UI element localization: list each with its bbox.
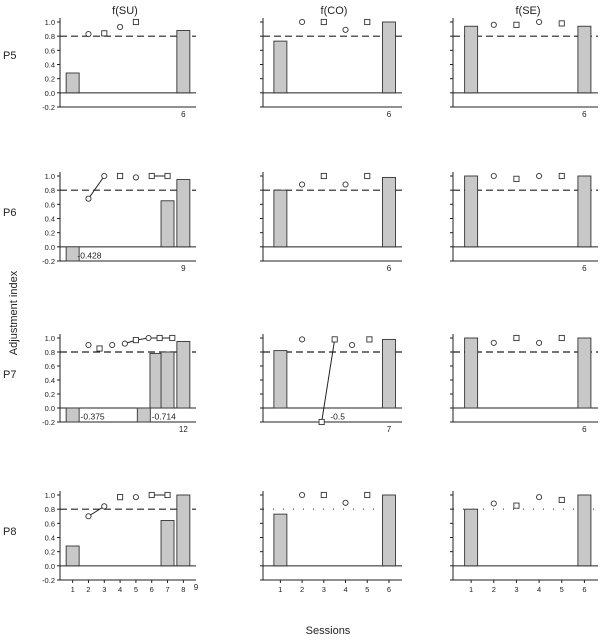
- bar: [578, 26, 591, 93]
- x-tick-label: 3: [514, 585, 519, 594]
- y-tick-label: -0.2: [42, 418, 55, 427]
- bar: [465, 338, 478, 408]
- session-count-label: 6: [582, 110, 587, 119]
- bar: [161, 201, 174, 247]
- point-circle: [110, 342, 115, 347]
- point-circle: [343, 27, 348, 32]
- bar: [274, 41, 287, 93]
- panel-p6-fse: [450, 172, 598, 273]
- bar: [177, 180, 190, 247]
- point-circle: [86, 31, 91, 36]
- y-tick-label: 1.0: [44, 18, 55, 27]
- y-tick-label: 1.0: [44, 334, 55, 343]
- x-tick-label: 5: [133, 585, 138, 594]
- row-label-p6: P6: [3, 207, 17, 219]
- point-circle: [86, 196, 91, 201]
- point-circle: [299, 492, 304, 497]
- point-square: [321, 173, 326, 178]
- y-tick-label: 1.0: [44, 491, 55, 500]
- bar: [578, 495, 591, 566]
- point-circle: [117, 24, 122, 29]
- x-tick-label: 4: [343, 585, 348, 594]
- point-square: [365, 19, 370, 24]
- bar: [465, 509, 478, 566]
- y-tick-label: 0.4: [44, 376, 55, 385]
- y-tick-label: 0.0: [44, 88, 55, 98]
- bar: [66, 73, 79, 93]
- session-count-label: 6: [582, 425, 587, 434]
- x-tick-label: 5: [559, 585, 564, 594]
- value-annotation: -0.5: [330, 411, 345, 422]
- point-circle: [343, 500, 348, 505]
- point-circle: [536, 495, 541, 500]
- row-label-p7: P7: [3, 369, 17, 381]
- point-circle: [102, 173, 107, 178]
- connector-line: [88, 176, 104, 199]
- point-square: [559, 173, 564, 178]
- x-axis-label: Sessions: [305, 625, 351, 637]
- x-tick-label: 6: [149, 585, 154, 594]
- y-tick-label: 0.2: [44, 390, 55, 399]
- point-circle: [86, 342, 91, 347]
- point-circle: [102, 504, 107, 509]
- bar: [465, 26, 478, 93]
- x-tick-label: 1: [70, 585, 75, 594]
- bar: [161, 352, 174, 408]
- x-tick-label: 6: [386, 585, 392, 594]
- y-tick-label: 0.6: [44, 200, 55, 210]
- point-circle: [491, 340, 496, 345]
- bar: [578, 176, 591, 247]
- bar: [137, 408, 150, 422]
- value-annotation: -0.714: [151, 411, 176, 422]
- y-tick-label: 0.6: [44, 46, 55, 56]
- point-square: [319, 419, 324, 424]
- point-square: [133, 338, 138, 343]
- y-tick-label: 0.2: [44, 547, 55, 557]
- x-tick-label: 3: [321, 585, 326, 594]
- point-square: [97, 346, 102, 351]
- point-circle: [343, 182, 348, 187]
- point-circle: [536, 19, 541, 24]
- panel-p7-fse: [450, 334, 598, 434]
- row-label-p5: P5: [3, 50, 17, 62]
- point-square: [367, 337, 372, 342]
- y-tick-label: 0.4: [44, 214, 55, 224]
- bar: [177, 495, 190, 566]
- panel-p6-fco: [260, 172, 402, 273]
- point-square: [321, 492, 326, 497]
- point-circle: [299, 337, 304, 342]
- point-square: [149, 173, 154, 178]
- bar: [578, 338, 591, 408]
- bar: [177, 342, 190, 409]
- bar: [177, 31, 190, 93]
- bar: [382, 339, 395, 408]
- point-circle: [299, 19, 304, 24]
- x-tick-label: 7: [165, 585, 170, 594]
- point-square: [102, 31, 107, 36]
- bar: [382, 495, 395, 566]
- point-circle: [536, 173, 541, 178]
- y-tick-label: 0.6: [44, 362, 55, 371]
- y-tick-label: 0.0: [44, 404, 55, 413]
- y-tick-label: 0.0: [44, 561, 55, 571]
- y-tick-label: 0.2: [44, 228, 55, 238]
- x-tick-label: 8: [181, 585, 186, 594]
- session-count-label: 6: [386, 264, 392, 273]
- point-circle: [491, 22, 496, 27]
- panel-p8-fse: [450, 491, 598, 594]
- point-square: [165, 492, 170, 497]
- x-tick-label: 6: [582, 585, 587, 594]
- panel-p6-fsu: [42, 172, 196, 273]
- panel-p7-fsu: [42, 334, 196, 434]
- y-axis-label: Adjustment index: [8, 270, 20, 356]
- point-circle: [86, 514, 91, 519]
- panel-p5-fse: [450, 18, 598, 119]
- session-count-label: 9: [193, 583, 199, 592]
- bar: [274, 514, 287, 566]
- point-square: [514, 22, 519, 27]
- session-count-label: 9: [181, 264, 186, 273]
- point-square: [365, 492, 370, 497]
- column-title-se: f(SE): [515, 5, 541, 17]
- y-tick-label: 0.8: [44, 32, 55, 42]
- y-tick-label: -0.2: [42, 257, 55, 266]
- session-count-label: 6: [386, 110, 392, 119]
- value-annotation: -0.375: [80, 411, 105, 422]
- point-circle: [299, 182, 304, 187]
- x-tick-label: 2: [86, 585, 91, 594]
- session-count-label: 6: [582, 264, 587, 273]
- point-circle: [146, 335, 151, 340]
- value-annotation: -0.428: [77, 250, 102, 261]
- bar: [274, 190, 287, 247]
- bar: [66, 546, 79, 566]
- x-tick-label: 4: [118, 585, 123, 594]
- x-tick-label: 5: [365, 585, 370, 594]
- point-square: [514, 176, 519, 181]
- point-square: [559, 497, 564, 502]
- point-circle: [122, 341, 127, 346]
- session-count-label: 12: [178, 425, 188, 434]
- point-circle: [133, 175, 138, 180]
- bar: [66, 408, 79, 422]
- panel-p8-fco: [260, 491, 402, 594]
- bar: [465, 176, 478, 247]
- bar: [274, 351, 287, 408]
- point-square: [514, 503, 519, 508]
- y-tick-label: 0.8: [44, 186, 55, 196]
- y-tick-label: 0.8: [44, 348, 55, 357]
- bar: [161, 521, 174, 566]
- x-tick-label: 1: [469, 585, 474, 594]
- row-label-p8: P8: [3, 526, 17, 538]
- point-circle: [491, 173, 496, 178]
- point-square: [133, 19, 138, 24]
- session-count-label: 7: [386, 425, 392, 434]
- y-tick-label: 1.0: [44, 172, 55, 181]
- point-square: [559, 335, 564, 340]
- x-tick-label: 1: [278, 585, 283, 594]
- panels-group: [42, 18, 598, 594]
- point-square: [149, 492, 154, 497]
- point-square: [157, 335, 162, 340]
- column-title-su: f(SU): [112, 5, 138, 17]
- point-square: [559, 21, 564, 26]
- y-tick-label: 0.6: [44, 519, 55, 529]
- bar: [382, 22, 395, 93]
- y-tick-label: 0.0: [44, 242, 55, 252]
- point-square: [117, 173, 122, 178]
- column-title-co: f(CO): [320, 5, 348, 17]
- x-tick-label: 2: [491, 585, 496, 594]
- y-tick-label: -0.2: [42, 103, 55, 112]
- x-tick-label: 4: [537, 585, 542, 594]
- y-tick-label: 0.4: [44, 60, 55, 70]
- point-square: [321, 19, 326, 24]
- bar: [382, 177, 395, 246]
- point-circle: [536, 340, 541, 345]
- point-square: [117, 495, 122, 500]
- panel-p5-fsu: [42, 18, 196, 119]
- point-circle: [349, 342, 354, 347]
- session-count-label: 6: [181, 110, 186, 119]
- point-square: [170, 335, 175, 340]
- x-tick-label: 3: [102, 585, 107, 594]
- panel-p7-fco: [260, 334, 402, 434]
- point-square: [332, 337, 337, 342]
- y-tick-label: 0.8: [44, 505, 55, 515]
- point-circle: [133, 495, 138, 500]
- panel-p5-fco: [260, 18, 402, 119]
- point-square: [514, 335, 519, 340]
- y-tick-label: 0.2: [44, 74, 55, 84]
- y-tick-label: -0.2: [42, 576, 55, 585]
- panel-p8-fsu: [42, 491, 199, 594]
- point-square: [165, 173, 170, 178]
- y-tick-label: 0.4: [44, 533, 55, 543]
- point-circle: [491, 501, 496, 506]
- x-tick-label: 2: [300, 585, 305, 594]
- point-square: [365, 173, 370, 178]
